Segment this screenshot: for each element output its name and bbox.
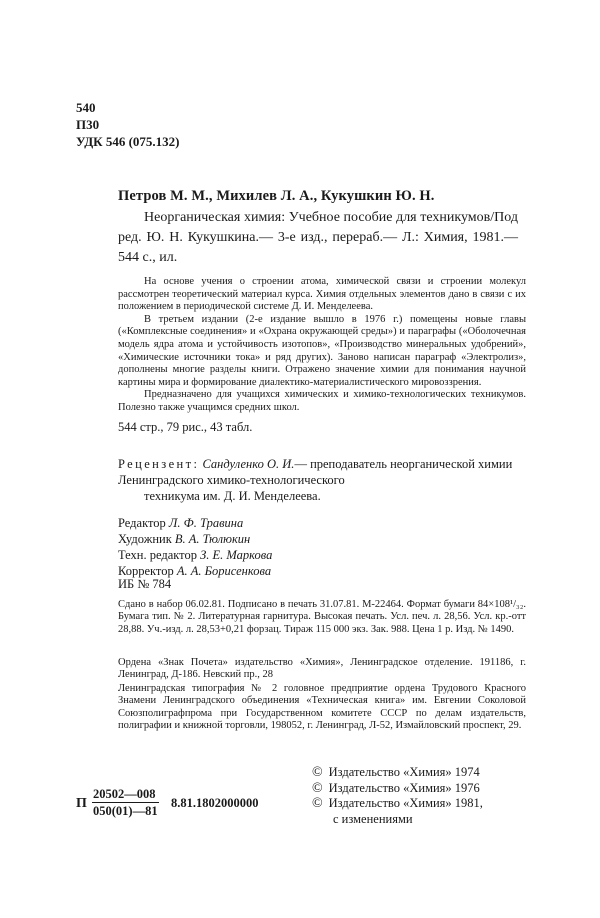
authors: Петров М. М., Михилев Л. А., Кукушкин Ю. Н. <box>118 188 435 204</box>
copyright-text: Издательство «Химия» 1974 <box>328 765 480 779</box>
udc-code: УДК 546 (075.132) <box>76 134 180 149</box>
annotation <box>118 276 526 415</box>
staff-role: Художник <box>118 532 172 546</box>
bibliographic-description: Неорганическая химия: Учебное пособие для техникумов/Под ред. Ю. Н. Кукушкина.— 3-е изд., перераб.— Л.: Химия, 1981.— 544 с., ил. <box>118 210 518 265</box>
staff-role: Корректор <box>118 564 174 578</box>
staff-name: А. А. Борисенкова <box>176 564 272 578</box>
reviewer-institution: техникума им. Д. И. Менделеева. <box>144 489 321 503</box>
classification-code-1: 540 <box>76 100 96 115</box>
publisher-info: Ордена «Знак Почета» издательство «Химия», Ленинградское отделение. 191186, г. Ленинград, Д-186. Невский пр., 28 <box>118 657 526 681</box>
typography-info: Ленинградская типография № 2 головное предприятие ордена Трудового Красного Знамени Ленинградского объединения «Техническая книга» им. Евгении Соколовой Союзполиграфпрома при Государственном комитете СССР по делам издательств, полиграфии и книжной торговли, 198052, г. Ленинград, Л-52, Измайловский проспект, 29. <box>118 683 526 732</box>
reviewer-position: — преподаватель неорганической химии Ленинградского химико-технологического <box>118 457 513 487</box>
classification-number: 8.81.1802000000 <box>171 796 259 810</box>
staff-item <box>118 531 272 547</box>
staff-item <box>118 547 272 563</box>
classification-code-2: П30 <box>76 117 100 132</box>
staff-role: Техн. редактор <box>118 548 197 562</box>
copyright-symbol-icon: © <box>312 765 323 780</box>
copyright-text: Издательство «Химия» 1976 <box>328 780 480 795</box>
annotation-paragraph: На основе учения о строении атома, химической связи и строении молекул рассмотрен теоретический материал курса. Химия отдельных элементов дано в связи с их положением в периодической системе Д. И. Менделеева. <box>118 276 526 313</box>
reviewer <box>118 456 526 504</box>
copyright-text: Издательство «Химия» 1981, <box>328 796 483 810</box>
staff-name: Л. Ф. Травина <box>168 516 244 530</box>
staff-name: В. А. Тюлюкин <box>174 532 251 546</box>
copyright-line <box>312 781 483 797</box>
copyrights <box>312 765 483 826</box>
copyright-line <box>312 765 483 781</box>
printing-info: Сдано в набор 06.02.81. Подписано в печать 31.07.81. М-22464. Формат бумаги 84×108¹/₃₂. Бумага тип. № 2. Литературная гарнитура. Высокая печать. Усл. печ. л. 28,56. Усл. кр.-отт 28,88. Уч.-изд. л. 28,53+0,21 форзац. Тираж 115 000 экз. Зак. 988. Цена 1 р. Изд. № 1490. <box>118 599 526 635</box>
reviewer-name: Сандуленко О. И. <box>202 457 295 471</box>
book-stats: 544 стр., 79 рис., 43 табл. <box>118 420 253 434</box>
copyright-note: с изменениями <box>333 811 413 826</box>
staff-item <box>118 515 272 531</box>
classification-fraction <box>92 786 159 819</box>
staff-list <box>118 515 272 579</box>
copyright-symbol-icon: © <box>312 780 323 796</box>
copyright-line <box>312 796 483 812</box>
classification-letter: П <box>76 796 87 811</box>
annotation-paragraph: В третьем издании (2-е издание вышло в 1976 г.) помещены новые главы («Комплексные соединения» и «Охрана окружающей среды») и параграфы («Оболочечная модель ядра атома и устойчивость изотопов», «Производство минеральных удобрений», «Химические источники тока» и ряд других). Заново написан параграф «Электролиз», дополнены многие разделы книги. Отражено значение химии для понимания научной картины мира и формирование диалектико-материалистического мировоззрения. <box>118 313 526 388</box>
copyright-symbol-icon: © <box>312 796 323 811</box>
reviewer-label: Рецензент: <box>118 457 200 471</box>
staff-name: З. Е. Маркова <box>200 548 273 562</box>
ib-number: ИБ № 784 <box>118 577 172 591</box>
fraction-denominator: 050(01)—81 <box>93 804 158 818</box>
fraction-numerator: 20502—008 <box>92 786 159 803</box>
annotation-paragraph: Предназначено для учащихся химических и химико-технологических техникумов. Полезно также учащимся средних школ. <box>118 389 526 413</box>
staff-role: Редактор <box>118 516 166 530</box>
